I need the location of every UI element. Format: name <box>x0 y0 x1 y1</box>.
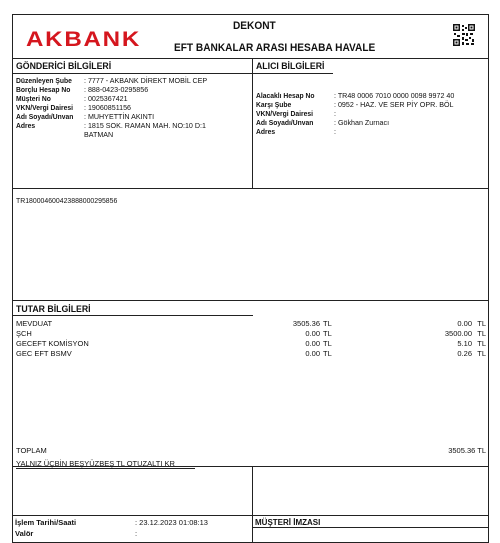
total-value: 3505.36 TL <box>448 446 486 455</box>
transaction-date-label: İşlem Tarihi/Saati <box>15 518 77 527</box>
field-value: : 1815 SOK. RAMAN MAH. NO:10 D:1 BATMAN <box>84 121 206 139</box>
transaction-date-value: : 23.12.2023 01:08:13 <box>135 518 208 527</box>
amount-label: GEC EFT BSMV <box>16 349 72 358</box>
field-label: VKN/Vergi Dairesi <box>16 103 74 112</box>
currency: TL <box>323 339 332 348</box>
receipt-header <box>13 15 488 59</box>
amount-credit: 0.00 <box>457 319 472 328</box>
field-value: : 0952 - HAZ. VE SER PİY OPR. BÖL <box>334 100 454 109</box>
receiver-info <box>253 59 488 189</box>
parties-section <box>13 59 488 189</box>
amount-row <box>16 319 486 328</box>
field-value: : TR48 0006 7010 0000 0098 9972 40 <box>334 91 455 100</box>
divider <box>252 466 253 543</box>
receiver-title: ALICI BİLGİLERİ <box>256 61 325 72</box>
footer-section <box>13 467 488 530</box>
field-label: Düzenleyen Şube <box>16 76 72 85</box>
qr-code-icon <box>453 24 475 46</box>
amount-debit: 3505.36 <box>292 319 320 328</box>
field-label: Karşı Şube <box>256 100 292 109</box>
currency: TL <box>323 349 332 358</box>
field-label: Adı Soyadı/Unvan <box>256 118 314 127</box>
receipt-frame <box>12 14 489 543</box>
total-label: TOPLAM <box>16 446 47 455</box>
amount-row <box>16 349 486 358</box>
field-label: VKN/Vergi Dairesi <box>256 109 314 118</box>
field-value: : <box>334 109 336 118</box>
amount-label: MEVDUAT <box>16 319 53 328</box>
currency: TL <box>477 349 486 358</box>
field-label: Adı Soyadı/Unvan <box>16 112 74 121</box>
field-value: : Gökhan Zurnacı <box>334 118 390 127</box>
valor-value: : <box>135 529 138 538</box>
divider <box>253 73 333 74</box>
amount-row <box>16 329 486 338</box>
reference-section <box>13 189 488 301</box>
currency: TL <box>477 319 486 328</box>
valor-label: Valör <box>15 529 34 538</box>
amount-credit: 3500.00 <box>444 329 472 338</box>
amount-section <box>13 301 488 467</box>
field-value: : 0025367421 <box>84 94 128 103</box>
field-label: Adres <box>16 121 36 130</box>
document-title: DEKONT <box>233 20 276 32</box>
sender-info <box>13 59 253 189</box>
currency: TL <box>477 339 486 348</box>
field-value: : 7777 - AKBANK DİREKT MOBİL CEP <box>84 76 208 85</box>
amount-debit: 0.00 <box>305 349 320 358</box>
field-label: Müşteri No <box>16 94 51 103</box>
field-label: Borçlu Hesap No <box>16 85 71 94</box>
amount-in-words: YALNIZ ÜÇBİN BEŞYÜZBEŞ TL OTUZALTI KR <box>16 459 195 469</box>
field-value: : <box>334 127 336 136</box>
amount-credit: 0.26 <box>457 349 472 358</box>
divider <box>13 315 253 316</box>
amount-credit: 5.10 <box>457 339 472 348</box>
amount-row <box>16 339 486 348</box>
signature-title: MÜŞTERİ İMZASI <box>255 518 321 527</box>
amount-debit: 0.00 <box>305 329 320 338</box>
divider <box>13 73 253 74</box>
currency: TL <box>477 329 486 338</box>
amount-debit: 0.00 <box>305 339 320 348</box>
field-value: : 19060851156 <box>84 103 132 112</box>
field-label: Adres <box>256 127 276 136</box>
currency: TL <box>323 329 332 338</box>
divider <box>12 515 489 516</box>
document-subtitle: EFT BANKALAR ARASI HESABA HAVALE <box>174 42 376 54</box>
reference-number: TR18000460042388800029585​6 <box>16 196 118 205</box>
divider <box>253 527 489 528</box>
field-value: : 888-0423-0295856 <box>84 85 149 94</box>
sender-title: GÖNDERİCİ BİLGİLERİ <box>16 61 112 72</box>
amount-label: ŞCH <box>16 329 32 338</box>
amount-label: GECEFT KOMİSYON <box>16 339 89 348</box>
amount-title: TUTAR BİLGİLERİ <box>16 304 91 315</box>
bank-logo: AKBANK <box>26 28 141 51</box>
currency: TL <box>323 319 332 328</box>
field-label: Alacaklı Hesap No <box>256 91 315 100</box>
field-value: : MUHYETTİN AKINTI <box>84 112 155 121</box>
